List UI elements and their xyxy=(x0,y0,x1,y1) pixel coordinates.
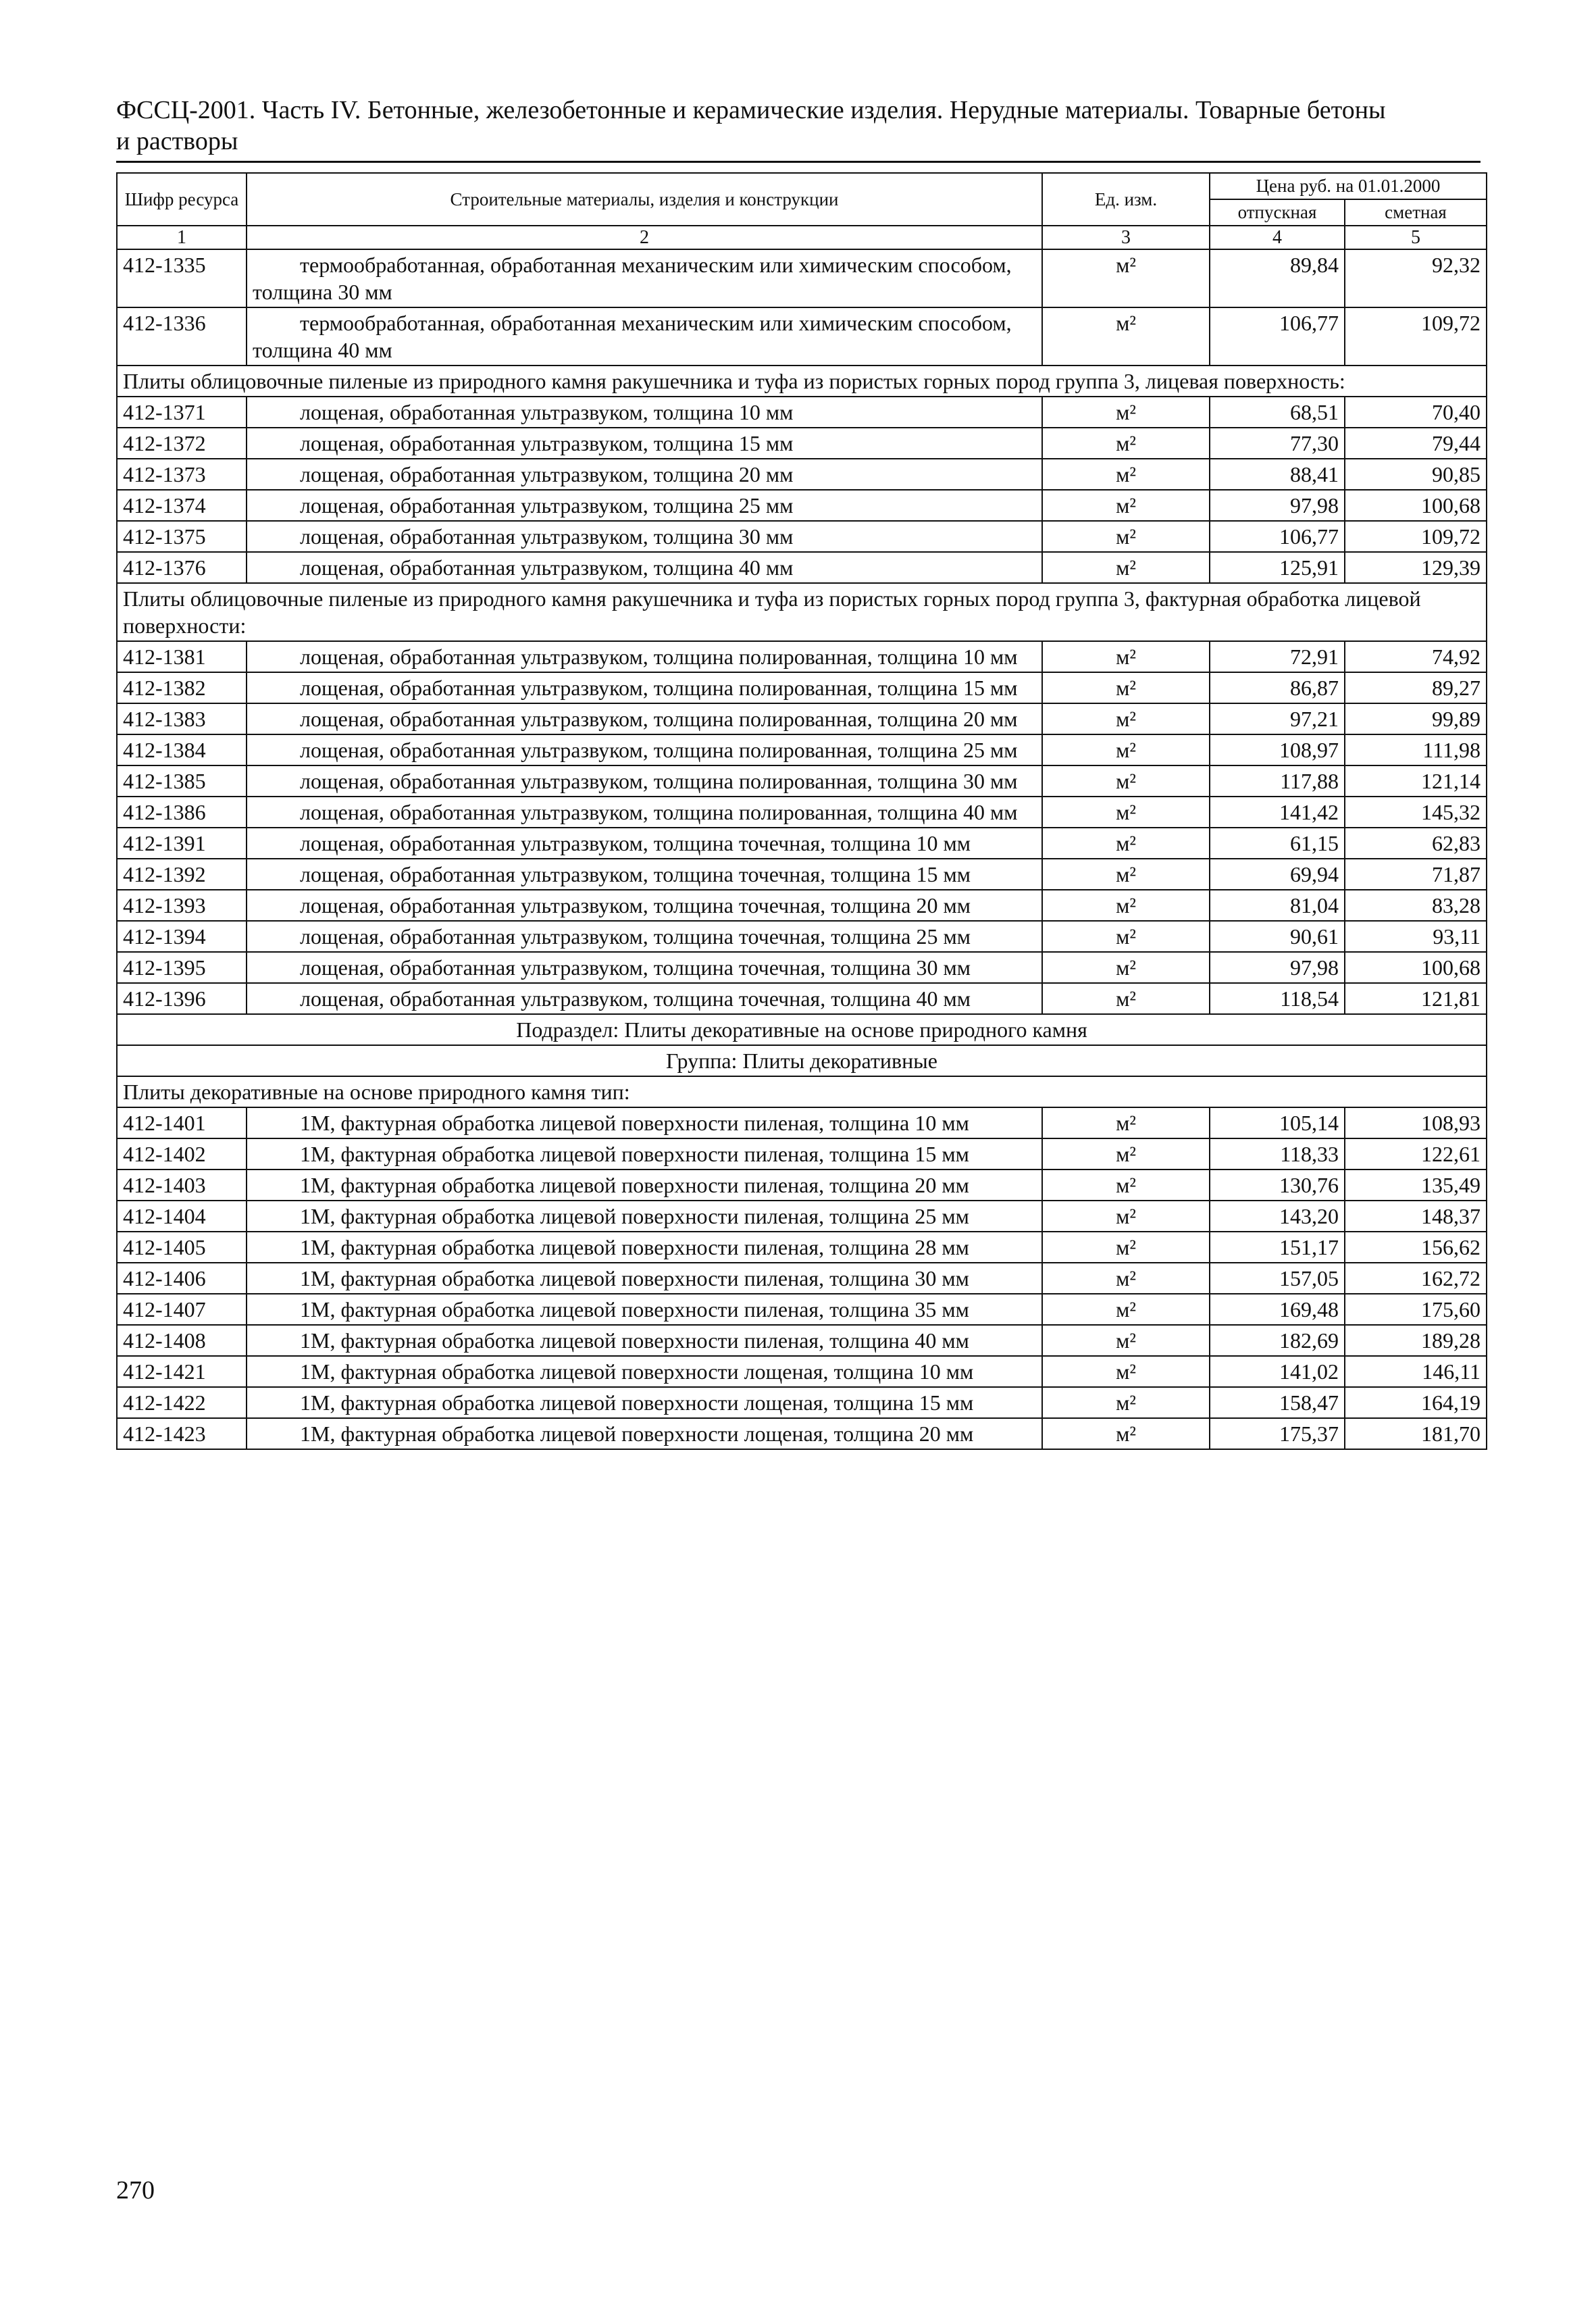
unit-of-measure: м² xyxy=(1042,1232,1210,1263)
table-row xyxy=(117,641,1487,672)
col-header-name: Строительные материалы, изделия и конструкции xyxy=(247,173,1042,226)
table-row xyxy=(117,1232,1487,1263)
material-description: лощеная, обработанная ультразвуком, толщина точечная, толщина 15 мм xyxy=(247,859,1042,890)
estimate-price: 108,93 xyxy=(1345,1107,1487,1138)
estimate-price: 62,83 xyxy=(1345,828,1487,859)
estimate-price: 135,49 xyxy=(1345,1169,1487,1201)
material-description: лощеная, обработанная ультразвуком, толщина полированная, толщина 30 мм xyxy=(247,765,1042,797)
estimate-price: 164,19 xyxy=(1345,1387,1487,1418)
resource-code: 412-1405 xyxy=(117,1232,247,1263)
col-index: 5 xyxy=(1345,226,1487,249)
table-row xyxy=(117,552,1487,583)
material-description: лощеная, обработанная ультразвуком, толщина полированная, толщина 25 мм xyxy=(247,734,1042,765)
resource-code: 412-1376 xyxy=(117,552,247,583)
material-description: лощеная, обработанная ультразвуком, толщина 20 мм xyxy=(247,459,1042,490)
material-description: лощеная, обработанная ультразвуком, толщина точечная, толщина 10 мм xyxy=(247,828,1042,859)
resource-code: 412-1402 xyxy=(117,1138,247,1169)
resource-code: 412-1394 xyxy=(117,921,247,952)
estimate-price: 129,39 xyxy=(1345,552,1487,583)
table-row xyxy=(117,952,1487,983)
unit-of-measure: м² xyxy=(1042,428,1210,459)
unit-of-measure: м² xyxy=(1042,921,1210,952)
resource-code: 412-1373 xyxy=(117,459,247,490)
table-row xyxy=(117,1138,1487,1169)
col-index: 4 xyxy=(1210,226,1345,249)
estimate-price: 121,81 xyxy=(1345,983,1487,1014)
unit-of-measure: м² xyxy=(1042,249,1210,307)
release-price: 106,77 xyxy=(1210,307,1345,366)
unit-of-measure: м² xyxy=(1042,1107,1210,1138)
estimate-price: 92,32 xyxy=(1345,249,1487,307)
release-price: 97,98 xyxy=(1210,952,1345,983)
unit-of-measure: м² xyxy=(1042,859,1210,890)
estimate-price: 181,70 xyxy=(1345,1418,1487,1449)
estimate-price: 189,28 xyxy=(1345,1325,1487,1356)
resource-code: 412-1396 xyxy=(117,983,247,1014)
resource-code: 412-1385 xyxy=(117,765,247,797)
table-row xyxy=(117,307,1487,366)
release-price: 89,84 xyxy=(1210,249,1345,307)
resource-code: 412-1384 xyxy=(117,734,247,765)
release-price: 117,88 xyxy=(1210,765,1345,797)
material-description: лощеная, обработанная ультразвуком, толщина 30 мм xyxy=(247,521,1042,552)
table-row xyxy=(117,521,1487,552)
material-description: лощеная, обработанная ультразвуком, толщина 10 мм xyxy=(247,397,1042,428)
material-description: лощеная, обработанная ультразвуком, толщина 15 мм xyxy=(247,428,1042,459)
release-price: 151,17 xyxy=(1210,1232,1345,1263)
release-price: 69,94 xyxy=(1210,859,1345,890)
table-row xyxy=(117,797,1487,828)
unit-of-measure: м² xyxy=(1042,459,1210,490)
resource-code: 412-1421 xyxy=(117,1356,247,1387)
release-price: 141,42 xyxy=(1210,797,1345,828)
table-row xyxy=(117,734,1487,765)
material-description: 1М, фактурная обработка лицевой поверхности лощеная, толщина 10 мм xyxy=(247,1356,1042,1387)
estimate-price: 79,44 xyxy=(1345,428,1487,459)
table-row xyxy=(117,459,1487,490)
table-row xyxy=(117,1201,1487,1232)
material-description: термообработанная, обработанная механическим или химическим способом, толщина 40 мм xyxy=(247,307,1042,366)
group-heading: Плиты облицовочные пиленые из природного камня ракушечника и туфа из пористых горных пород группа 3, лицевая поверхность: xyxy=(117,366,1487,397)
col-header-code: Шифр ресурса xyxy=(117,173,247,226)
release-price: 158,47 xyxy=(1210,1387,1345,1418)
estimate-price: 121,14 xyxy=(1345,765,1487,797)
resource-code: 412-1372 xyxy=(117,428,247,459)
release-price: 61,15 xyxy=(1210,828,1345,859)
col-index: 1 xyxy=(117,226,247,249)
unit-of-measure: м² xyxy=(1042,397,1210,428)
table-row xyxy=(117,921,1487,952)
resource-code: 412-1408 xyxy=(117,1325,247,1356)
table-row xyxy=(117,1263,1487,1294)
estimate-price: 71,87 xyxy=(1345,859,1487,890)
unit-of-measure: м² xyxy=(1042,983,1210,1014)
unit-of-measure: м² xyxy=(1042,703,1210,734)
release-price: 68,51 xyxy=(1210,397,1345,428)
resource-code: 412-1422 xyxy=(117,1387,247,1418)
table-row xyxy=(117,890,1487,921)
estimate-price: 122,61 xyxy=(1345,1138,1487,1169)
resource-code: 412-1401 xyxy=(117,1107,247,1138)
resource-code: 412-1391 xyxy=(117,828,247,859)
release-price: 72,91 xyxy=(1210,641,1345,672)
material-description: 1М, фактурная обработка лицевой поверхности лощеная, толщина 20 мм xyxy=(247,1418,1042,1449)
table-row xyxy=(117,828,1487,859)
release-price: 130,76 xyxy=(1210,1169,1345,1201)
release-price: 169,48 xyxy=(1210,1294,1345,1325)
estimate-price: 100,68 xyxy=(1345,952,1487,983)
material-description: 1М, фактурная обработка лицевой поверхности пиленая, толщина 30 мм xyxy=(247,1263,1042,1294)
estimate-price: 156,62 xyxy=(1345,1232,1487,1263)
table-row xyxy=(117,490,1487,521)
estimate-price: 74,92 xyxy=(1345,641,1487,672)
unit-of-measure: м² xyxy=(1042,1201,1210,1232)
material-description: 1М, фактурная обработка лицевой поверхности пиленая, толщина 25 мм xyxy=(247,1201,1042,1232)
release-price: 77,30 xyxy=(1210,428,1345,459)
resource-code: 412-1382 xyxy=(117,672,247,703)
estimate-price: 148,37 xyxy=(1345,1201,1487,1232)
unit-of-measure: м² xyxy=(1042,890,1210,921)
unit-of-measure: м² xyxy=(1042,1325,1210,1356)
estimate-price: 146,11 xyxy=(1345,1356,1487,1387)
estimate-price: 83,28 xyxy=(1345,890,1487,921)
resource-code: 412-1375 xyxy=(117,521,247,552)
material-description: 1М, фактурная обработка лицевой поверхности пиленая, толщина 35 мм xyxy=(247,1294,1042,1325)
header-rule xyxy=(116,161,1481,163)
material-description: лощеная, обработанная ультразвуком, толщина 40 мм xyxy=(247,552,1042,583)
unit-of-measure: м² xyxy=(1042,1138,1210,1169)
resource-code: 412-1335 xyxy=(117,249,247,307)
table-body xyxy=(117,249,1487,1449)
unit-of-measure: м² xyxy=(1042,641,1210,672)
release-price: 106,77 xyxy=(1210,521,1345,552)
table-row xyxy=(117,703,1487,734)
unit-of-measure: м² xyxy=(1042,828,1210,859)
table-row xyxy=(117,672,1487,703)
release-price: 81,04 xyxy=(1210,890,1345,921)
price-table xyxy=(116,172,1487,1450)
release-price: 97,98 xyxy=(1210,490,1345,521)
material-description: лощеная, обработанная ультразвуком, толщина полированная, толщина 15 мм xyxy=(247,672,1042,703)
group-row xyxy=(117,366,1487,397)
unit-of-measure: м² xyxy=(1042,1169,1210,1201)
unit-of-measure: м² xyxy=(1042,307,1210,366)
material-description: термообработанная, обработанная механическим или химическим способом, толщина 30 мм xyxy=(247,249,1042,307)
release-price: 125,91 xyxy=(1210,552,1345,583)
unit-of-measure: м² xyxy=(1042,1387,1210,1418)
subsection-title: Подраздел: Плиты декоративные на основе природного камня xyxy=(117,1014,1487,1045)
resource-code: 412-1371 xyxy=(117,397,247,428)
estimate-price: 162,72 xyxy=(1345,1263,1487,1294)
estimate-price: 109,72 xyxy=(1345,521,1487,552)
release-price: 118,33 xyxy=(1210,1138,1345,1169)
estimate-price: 109,72 xyxy=(1345,307,1487,366)
release-price: 118,54 xyxy=(1210,983,1345,1014)
unit-of-measure: м² xyxy=(1042,1294,1210,1325)
group-heading: Плиты декоративные на основе природного камня тип: xyxy=(117,1076,1487,1107)
resource-code: 412-1381 xyxy=(117,641,247,672)
col-header-estimate-price: сметная xyxy=(1345,199,1487,226)
material-description: 1М, фактурная обработка лицевой поверхности пиленая, толщина 28 мм xyxy=(247,1232,1042,1263)
release-price: 157,05 xyxy=(1210,1263,1345,1294)
material-description: 1М, фактурная обработка лицевой поверхности пиленая, толщина 40 мм xyxy=(247,1325,1042,1356)
resource-code: 412-1386 xyxy=(117,797,247,828)
col-header-unit: Ед. изм. xyxy=(1042,173,1210,226)
estimate-price: 93,11 xyxy=(1345,921,1487,952)
unit-of-measure: м² xyxy=(1042,672,1210,703)
unit-of-measure: м² xyxy=(1042,952,1210,983)
material-description: лощеная, обработанная ультразвуком, толщина точечная, толщина 40 мм xyxy=(247,983,1042,1014)
header-line-1: ФССЦ-2001. Часть IV. Бетонные, железобетонные и керамические изделия. Нерудные материалы. Товарные бетоны xyxy=(116,96,1386,124)
estimate-price: 111,98 xyxy=(1345,734,1487,765)
material-description: лощеная, обработанная ультразвуком, толщина точечная, толщина 30 мм xyxy=(247,952,1042,983)
material-description: 1М, фактурная обработка лицевой поверхности лощеная, толщина 15 мм xyxy=(247,1387,1042,1418)
group-title-row xyxy=(117,1045,1487,1076)
estimate-price: 175,60 xyxy=(1345,1294,1487,1325)
material-description: лощеная, обработанная ультразвуком, толщина полированная, толщина 20 мм xyxy=(247,703,1042,734)
material-description: 1М, фактурная обработка лицевой поверхности пиленая, толщина 20 мм xyxy=(247,1169,1042,1201)
col-index: 3 xyxy=(1042,226,1210,249)
page-header xyxy=(116,95,1481,157)
group-heading: Плиты облицовочные пиленые из природного камня ракушечника и туфа из пористых горных пород группа 3, фактурная обработка лицевой поверхности: xyxy=(117,583,1487,641)
table-row xyxy=(117,859,1487,890)
resource-code: 412-1423 xyxy=(117,1418,247,1449)
group-title: Группа: Плиты декоративные xyxy=(117,1045,1487,1076)
col-header-price: Цена руб. на 01.01.2000 xyxy=(1210,173,1487,199)
unit-of-measure: м² xyxy=(1042,734,1210,765)
header-line-2: и растворы xyxy=(116,127,238,155)
resource-code: 412-1383 xyxy=(117,703,247,734)
release-price: 175,37 xyxy=(1210,1418,1345,1449)
table-row xyxy=(117,1169,1487,1201)
release-price: 86,87 xyxy=(1210,672,1345,703)
release-price: 141,02 xyxy=(1210,1356,1345,1387)
unit-of-measure: м² xyxy=(1042,765,1210,797)
table-row xyxy=(117,397,1487,428)
material-description: лощеная, обработанная ультразвуком, толщина полированная, толщина 10 мм xyxy=(247,641,1042,672)
resource-code: 412-1392 xyxy=(117,859,247,890)
estimate-price: 70,40 xyxy=(1345,397,1487,428)
table-row xyxy=(117,1356,1487,1387)
material-description: лощеная, обработанная ультразвуком, толщина полированная, толщина 40 мм xyxy=(247,797,1042,828)
resource-code: 412-1395 xyxy=(117,952,247,983)
release-price: 182,69 xyxy=(1210,1325,1345,1356)
page-number: 270 xyxy=(116,2176,155,2205)
material-description: 1М, фактурная обработка лицевой поверхности пиленая, толщина 15 мм xyxy=(247,1138,1042,1169)
unit-of-measure: м² xyxy=(1042,1263,1210,1294)
release-price: 143,20 xyxy=(1210,1201,1345,1232)
estimate-price: 99,89 xyxy=(1345,703,1487,734)
col-header-release-price: отпускная xyxy=(1210,199,1345,226)
estimate-price: 100,68 xyxy=(1345,490,1487,521)
table-row xyxy=(117,1387,1487,1418)
material-description: лощеная, обработанная ультразвуком, толщина 25 мм xyxy=(247,490,1042,521)
unit-of-measure: м² xyxy=(1042,521,1210,552)
resource-code: 412-1336 xyxy=(117,307,247,366)
unit-of-measure: м² xyxy=(1042,552,1210,583)
estimate-price: 145,32 xyxy=(1345,797,1487,828)
table-row xyxy=(117,1294,1487,1325)
col-index: 2 xyxy=(247,226,1042,249)
resource-code: 412-1403 xyxy=(117,1169,247,1201)
material-description: 1М, фактурная обработка лицевой поверхности пиленая, толщина 10 мм xyxy=(247,1107,1042,1138)
unit-of-measure: м² xyxy=(1042,1356,1210,1387)
resource-code: 412-1406 xyxy=(117,1263,247,1294)
group-row xyxy=(117,1076,1487,1107)
table-row xyxy=(117,1325,1487,1356)
unit-of-measure: м² xyxy=(1042,490,1210,521)
table-row xyxy=(117,249,1487,307)
subsection-row xyxy=(117,1014,1487,1045)
unit-of-measure: м² xyxy=(1042,797,1210,828)
estimate-price: 90,85 xyxy=(1345,459,1487,490)
estimate-price: 89,27 xyxy=(1345,672,1487,703)
table-row xyxy=(117,1107,1487,1138)
material-description: лощеная, обработанная ультразвуком, толщина точечная, толщина 20 мм xyxy=(247,890,1042,921)
release-price: 105,14 xyxy=(1210,1107,1345,1138)
table-row xyxy=(117,428,1487,459)
release-price: 108,97 xyxy=(1210,734,1345,765)
group-row xyxy=(117,583,1487,641)
release-price: 90,61 xyxy=(1210,921,1345,952)
table-row xyxy=(117,765,1487,797)
unit-of-measure: м² xyxy=(1042,1418,1210,1449)
table-row xyxy=(117,1418,1487,1449)
resource-code: 412-1407 xyxy=(117,1294,247,1325)
material-description: лощеная, обработанная ультразвуком, толщина точечная, толщина 25 мм xyxy=(247,921,1042,952)
resource-code: 412-1393 xyxy=(117,890,247,921)
resource-code: 412-1374 xyxy=(117,490,247,521)
resource-code: 412-1404 xyxy=(117,1201,247,1232)
release-price: 97,21 xyxy=(1210,703,1345,734)
release-price: 88,41 xyxy=(1210,459,1345,490)
table-row xyxy=(117,983,1487,1014)
